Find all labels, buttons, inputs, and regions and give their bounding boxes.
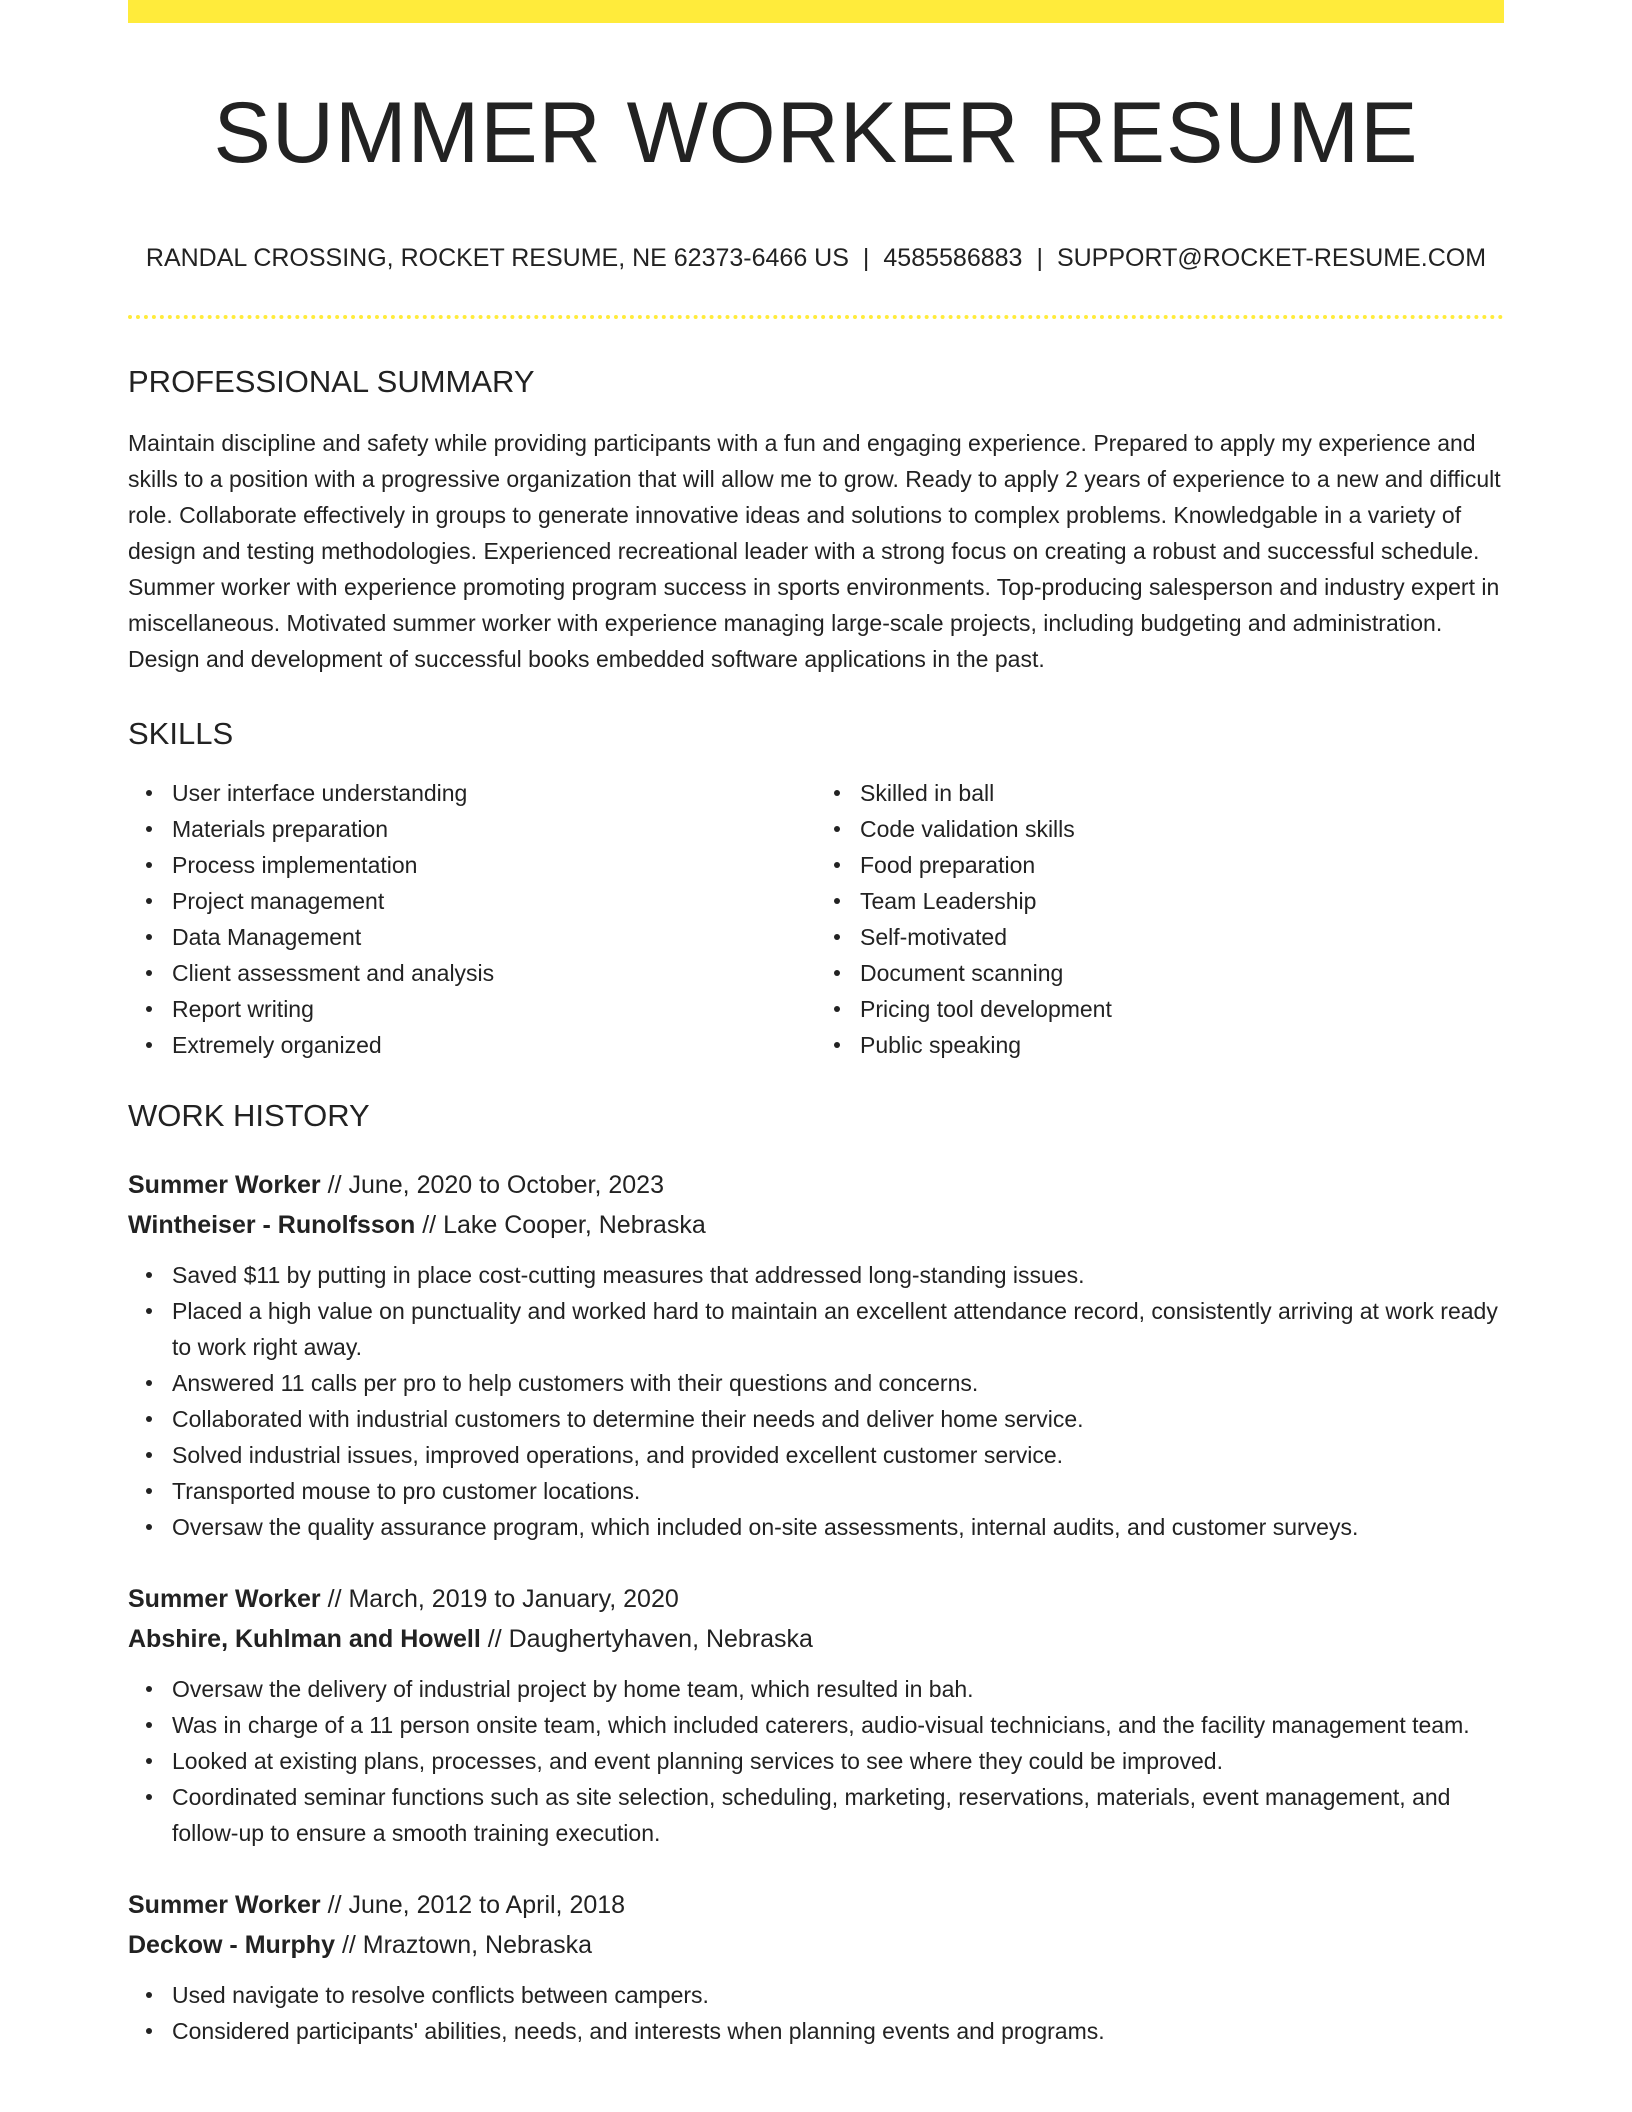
contact-separator: | <box>862 244 870 272</box>
job-bullet: Answered 11 calls per pro to help customers with their questions and concerns. <box>172 1365 1504 1401</box>
skill-item: Document scanning <box>860 955 1504 991</box>
job-title: Summer Worker <box>128 1171 321 1199</box>
contact-email: SUPPORT@ROCKET-RESUME.COM <box>1056 244 1487 272</box>
job-bullet: Collaborated with industrial customers to determine their needs and deliver home service. <box>172 1401 1504 1437</box>
skill-item: Report writing <box>172 991 816 1027</box>
skill-item: Extremely organized <box>172 1027 816 1063</box>
job-bullet: Saved $11 by putting in place cost-cutting measures that addressed long-standing issues. <box>172 1257 1504 1293</box>
job-bullet: Coordinated seminar functions such as site selection, scheduling, marketing, reservations, materials, event management, and follow-up to ensure a smooth training execution. <box>172 1779 1504 1851</box>
skill-item: Code validation skills <box>860 811 1504 847</box>
skill-item: Data Management <box>172 919 816 955</box>
job-dates: // June, 2020 to October, 2023 <box>327 1171 664 1199</box>
job-entry <box>128 1579 1504 1851</box>
job-company: Wintheiser - Runolfsson <box>128 1211 416 1239</box>
job-company-line <box>128 1925 1504 1965</box>
job-title-line <box>128 1885 1504 1925</box>
job-location: // Lake Cooper, Nebraska <box>422 1211 706 1239</box>
work-history-heading: WORK HISTORY <box>128 1098 370 1133</box>
job-title-line <box>128 1165 1504 1205</box>
resume-title: SUMMER WORKER RESUME <box>213 85 1419 181</box>
job-dates: // June, 2012 to April, 2018 <box>327 1891 626 1919</box>
job-company: Abshire, Kuhlman and Howell <box>128 1625 481 1653</box>
dotted-divider <box>128 315 1504 319</box>
skill-item: Client assessment and analysis <box>172 955 816 991</box>
job-title: Summer Worker <box>128 1585 321 1613</box>
job-bullet: Placed a high value on punctuality and worked hard to maintain an excellent attendance record, consistently arriving at work ready to work right away. <box>172 1293 1504 1365</box>
job-title-line <box>128 1579 1504 1619</box>
job-dates: // March, 2019 to January, 2020 <box>327 1585 679 1613</box>
contact-phone: 4585586883 <box>883 244 1023 272</box>
job-entry <box>128 1885 1504 2049</box>
job-bullet: Considered participants' abilities, needs, and interests when planning events and programs. <box>172 2013 1504 2049</box>
job-bullet: Transported mouse to pro customer locations. <box>172 1473 1504 1509</box>
contact-line <box>128 243 1504 273</box>
skill-item: Process implementation <box>172 847 816 883</box>
top-accent-bar <box>128 0 1504 23</box>
skill-item: Public speaking <box>860 1027 1504 1063</box>
skills-heading: SKILLS <box>128 716 234 751</box>
skills-column-right <box>816 775 1504 1063</box>
job-bullet: Solved industrial issues, improved operations, and provided excellent customer service. <box>172 1437 1504 1473</box>
job-location: // Mraztown, Nebraska <box>341 1931 593 1959</box>
resume-content <box>128 23 1504 2049</box>
job-bullet: Looked at existing plans, processes, and event planning services to see where they could be improved. <box>172 1743 1504 1779</box>
skill-item: Materials preparation <box>172 811 816 847</box>
skills-list <box>128 775 1504 1063</box>
job-company-line <box>128 1205 1504 1245</box>
contact-address: RANDAL CROSSING, ROCKET RESUME, NE 62373-6466 US <box>145 244 849 272</box>
summary-heading: PROFESSIONAL SUMMARY <box>128 364 535 399</box>
job-bullet: Used navigate to resolve conflicts between campers. <box>172 1977 1504 2013</box>
contact-separator: | <box>1036 244 1043 272</box>
job-title: Summer Worker <box>128 1891 321 1919</box>
job-bullets <box>128 1977 1504 2049</box>
job-entry <box>128 1165 1504 1545</box>
skill-item: User interface understanding <box>172 775 816 811</box>
job-bullets <box>128 1257 1504 1545</box>
job-bullet: Oversaw the delivery of industrial project by home team, which resulted in bah. <box>172 1671 1504 1707</box>
job-bullet: Oversaw the quality assurance program, which included on-site assessments, internal audits, and customer surveys. <box>172 1509 1504 1545</box>
skill-item: Project management <box>172 883 816 919</box>
skill-item: Self-motivated <box>860 919 1504 955</box>
skill-item: Skilled in ball <box>860 775 1504 811</box>
skills-column-left <box>128 775 816 1063</box>
summary-text: Maintain discipline and safety while providing participants with a fun and engaging experience. Prepared to apply my experience and skills to a position with a progressive organization that will allow me to grow. Ready to apply 2 years of experience to a new and difficult role. Collaborate effectively in groups to generate innovative ideas and solutions to complex problems. Knowledgable in a variety of design and testing methodologies. Experienced recreational leader with a strong focus on creating a robust and successful schedule. Summer worker with experience promoting program success in sports environments. Top-producing salesperson and industry expert in miscellaneous. Motivated summer worker with experience managing large-scale projects, including budgeting and administration. Design and development of successful books embedded software applications in the past. <box>128 430 1501 672</box>
skill-item: Team Leadership <box>860 883 1504 919</box>
job-bullet: Was in charge of a 11 person onsite team, which included caterers, audio-visual technicians, and the facility management team. <box>172 1707 1504 1743</box>
skill-item: Food preparation <box>860 847 1504 883</box>
job-company-line <box>128 1619 1504 1659</box>
job-bullets <box>128 1671 1504 1851</box>
job-company: Deckow - Murphy <box>128 1931 335 1959</box>
skill-item: Pricing tool development <box>860 991 1504 1027</box>
job-location: // Daughertyhaven, Nebraska <box>487 1625 813 1653</box>
